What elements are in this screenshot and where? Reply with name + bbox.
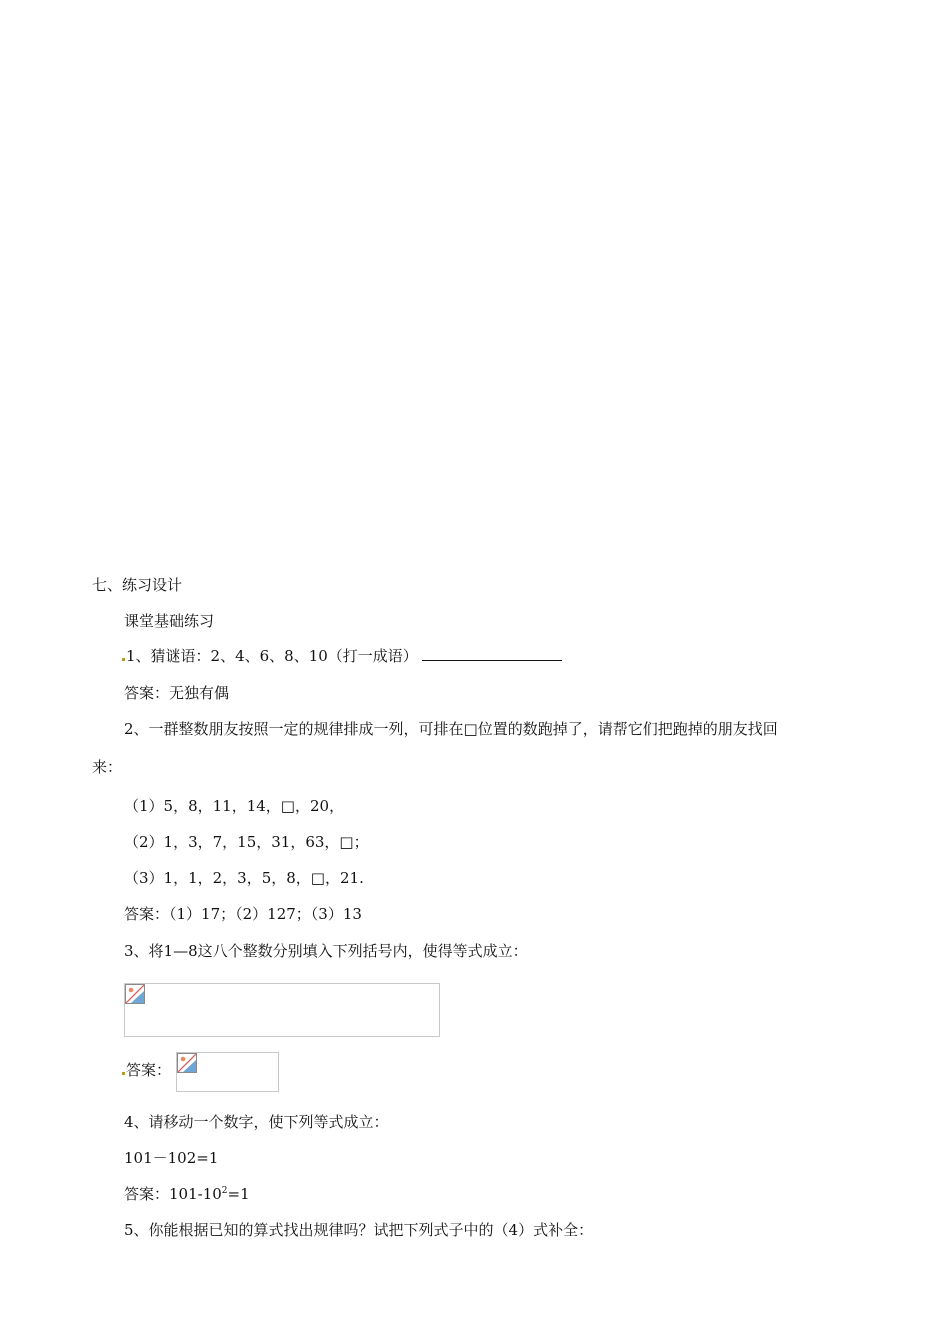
anchor-marker-icon	[122, 658, 125, 661]
broken-image-icon	[125, 984, 145, 1004]
question-2-item-1: （1）5，8，11，14，□，20，	[124, 797, 345, 815]
question-2-item-3: （3）1，1，2，3，5，8，□，21.	[124, 869, 364, 887]
question-5-text: 5、你能根据已知的算式找出规律吗？试把下列式子中的（4）式补全：	[124, 1221, 594, 1239]
question-3-text: 3、将1—8这八个整数分别填入下列括号内，使得等式成立：	[124, 942, 528, 960]
answer-superscript: 2	[221, 1186, 228, 1196]
question-2-answer: 答案：（1）17；（2）127；（3）13	[124, 905, 362, 923]
answer-prefix: 答案：101-10	[124, 1185, 222, 1203]
broken-image-icon	[177, 1053, 197, 1073]
equation-image-frame	[124, 983, 440, 1037]
answer-blank	[422, 645, 562, 661]
question-4-answer	[124, 1184, 250, 1204]
question-1-text: 1、猜谜语：2、4、6、8、10（打一成语）	[126, 647, 418, 665]
question-2-text-line2: 来：	[92, 758, 123, 776]
anchor-marker-icon	[122, 1072, 125, 1075]
question-2-item-2: （2）1，3，7，15，31，63，□；	[124, 833, 369, 851]
section-title: 七、练习设计	[92, 576, 183, 594]
question-2-text-line1: 2、一群整数朋友按照一定的规律排成一列，可排在□位置的数跑掉了，请帮它们把跑掉的朋友找回	[124, 720, 778, 738]
question-1	[122, 645, 562, 666]
answer-suffix: =1	[227, 1185, 250, 1203]
answer-label-text: 答案：	[126, 1061, 172, 1079]
subsection-title: 课堂基础练习	[124, 612, 215, 630]
question-4-text: 4、请移动一个数字，使下列等式成立：	[124, 1113, 389, 1131]
answer-image-frame	[176, 1052, 279, 1092]
question-1-answer: 答案：无独有偶	[124, 684, 230, 702]
question-3-answer-label	[122, 1060, 171, 1080]
question-4-equation: 101－102=1	[124, 1149, 219, 1167]
